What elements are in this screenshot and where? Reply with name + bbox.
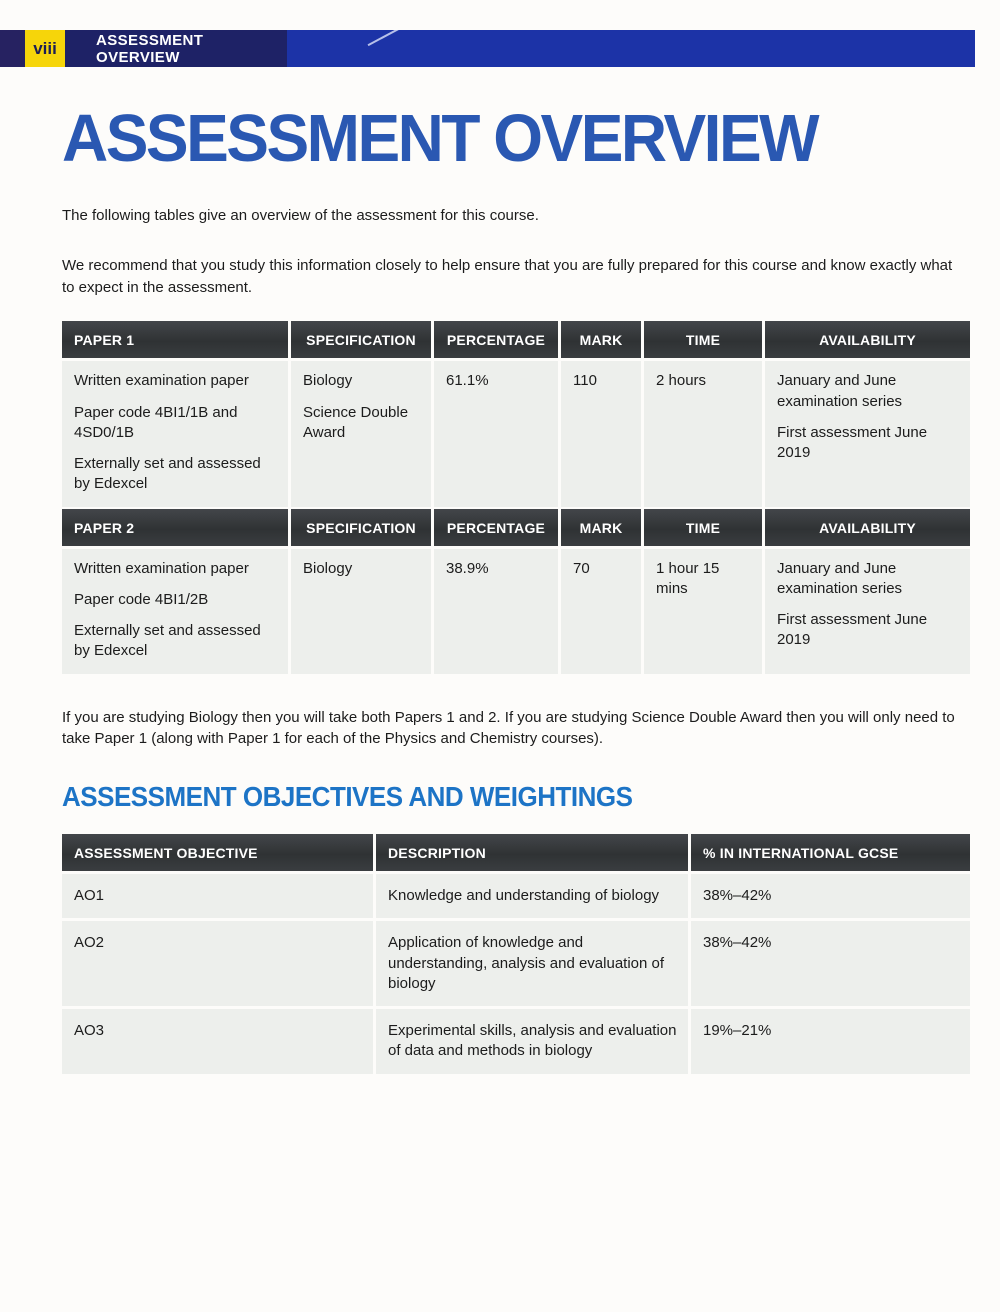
paper-2-description-cell (62, 549, 288, 674)
column-header-description: DESCRIPTION (376, 834, 688, 871)
paper-2-data-row (62, 549, 970, 674)
column-header-mark: MARK (561, 321, 641, 358)
paper-1-header-row (62, 321, 970, 358)
ao1-description-text: Knowledge and understanding of biology (388, 887, 660, 905)
objectives-table (62, 834, 970, 1074)
ao3-description-cell (376, 1009, 688, 1074)
paper-2-percentage-cell: 38.9% (434, 549, 558, 674)
paper-1-availability-line-2: First assessment June 2019 (777, 423, 928, 462)
ao3-description-text: Experimental skills, analysis and evaluation of data and methods in biology (388, 1022, 677, 1060)
intro-paragraph-1: The following tables give an overview of the assessment for this course. (62, 207, 539, 225)
page-number: viii (33, 38, 57, 58)
running-head-title-band (65, 30, 287, 67)
running-head-bar (0, 30, 975, 67)
ao1-description-cell (376, 874, 688, 918)
page-number-badge (25, 30, 65, 67)
objectives-row-ao3 (62, 1009, 970, 1074)
paper-2-spec-line-1: Biology (303, 559, 353, 577)
papers-note-paragraph: If you are studying Biology then you will take both Papers 1 and 2. If you are studying Science Double Award then you will only need to take Paper 1 (along with Paper 1 for each of the Physics and Chemistry courses). (62, 708, 955, 748)
ao3-objective-cell: AO3 (62, 1009, 373, 1074)
running-head-accent-band (287, 30, 975, 67)
column-header-paper-2: PAPER 2 (62, 509, 288, 546)
ao2-description-text: Application of knowledge and understanding, analysis and evaluation of biology (388, 934, 665, 992)
column-header-percentage: PERCENTAGE (434, 321, 558, 358)
column-header-percent-in-international-gcse: % IN INTERNATIONAL GCSE (691, 834, 970, 871)
paper-1-mark-cell: 110 (561, 361, 641, 506)
paper-1-spec-line-2: Science Double Award (303, 403, 409, 441)
column-header-time: TIME (644, 321, 762, 358)
ao2-objective-cell: AO2 (62, 921, 373, 1006)
paper-2-availability-line-2: First assessment June 2019 (777, 611, 928, 649)
paper-2-line-2: Paper code 4BI1/2B (74, 590, 209, 608)
paper-2-availability-cell (765, 549, 970, 674)
ao1-objective-cell: AO1 (62, 874, 373, 918)
paper-1-line-1: Written examination paper (74, 372, 249, 390)
paper-1-percentage-cell: 61.1% (434, 361, 558, 506)
paper-1-data-row (62, 361, 970, 506)
ao3-weighting-cell: 19%–21% (691, 1009, 970, 1074)
objectives-row-ao1 (62, 874, 970, 918)
paper-1-spec-line-1: Biology (303, 372, 353, 390)
section-heading: ASSESSMENT OBJECTIVES AND WEIGHTINGS (62, 781, 633, 813)
column-header-paper-1: PAPER 1 (62, 321, 288, 358)
column-header-time: TIME (644, 509, 762, 546)
page-title: ASSESSMENT OVERVIEW (62, 100, 818, 176)
ao2-weighting-cell: 38%–42% (691, 921, 970, 1006)
paper-1-table (62, 321, 970, 506)
paper-1-description-cell (62, 361, 288, 506)
column-header-availability: AVAILABILITY (765, 321, 970, 358)
column-header-specification: SPECIFICATION (291, 321, 431, 358)
paper-2-line-1: Written examination paper (74, 559, 249, 577)
paper-2-line-3: Externally set and assessed by Edexcel (74, 622, 261, 660)
column-header-specification: SPECIFICATION (291, 509, 431, 546)
intro-paragraph-2: We recommend that you study this information closely to help ensure that you are fully prepared for this course and know exactly what to expect in the assessment. (62, 256, 953, 296)
paper-2-specification-cell (291, 549, 431, 674)
paper-1-line-2: Paper code 4BI1/1B and 4SD0/1B (74, 403, 238, 441)
paper-2-time-cell: 1 hour 15 mins (644, 549, 762, 674)
paper-1-specification-cell (291, 361, 431, 506)
column-header-percentage: PERCENTAGE (434, 509, 558, 546)
paper-2-availability-line-1: January and June examination series (777, 559, 903, 597)
paper-1-line-3: Externally set and assessed by Edexcel (74, 455, 261, 493)
column-header-assessment-objective: ASSESSMENT OBJECTIVE (62, 834, 373, 871)
running-head-title: ASSESSMENT OVERVIEW (96, 31, 204, 66)
objectives-row-ao2 (62, 921, 970, 1006)
paper-2-mark-cell: 70 (561, 549, 641, 674)
ao1-weighting-cell: 38%–42% (691, 874, 970, 918)
column-header-mark: MARK (561, 509, 641, 546)
objectives-header-row (62, 834, 970, 871)
page-content (62, 100, 970, 1074)
scan-scratch-artifact (368, 30, 415, 46)
ao2-description-cell (376, 921, 688, 1006)
paper-1-availability-line-1: January and June examination series (777, 372, 903, 410)
paper-1-time-cell: 2 hours (644, 361, 762, 506)
column-header-availability: AVAILABILITY (765, 509, 970, 546)
paper-2-header-row (62, 509, 970, 546)
paper-1-availability-cell (765, 361, 970, 506)
paper-2-table (62, 509, 970, 674)
page-edge-block (0, 30, 25, 67)
